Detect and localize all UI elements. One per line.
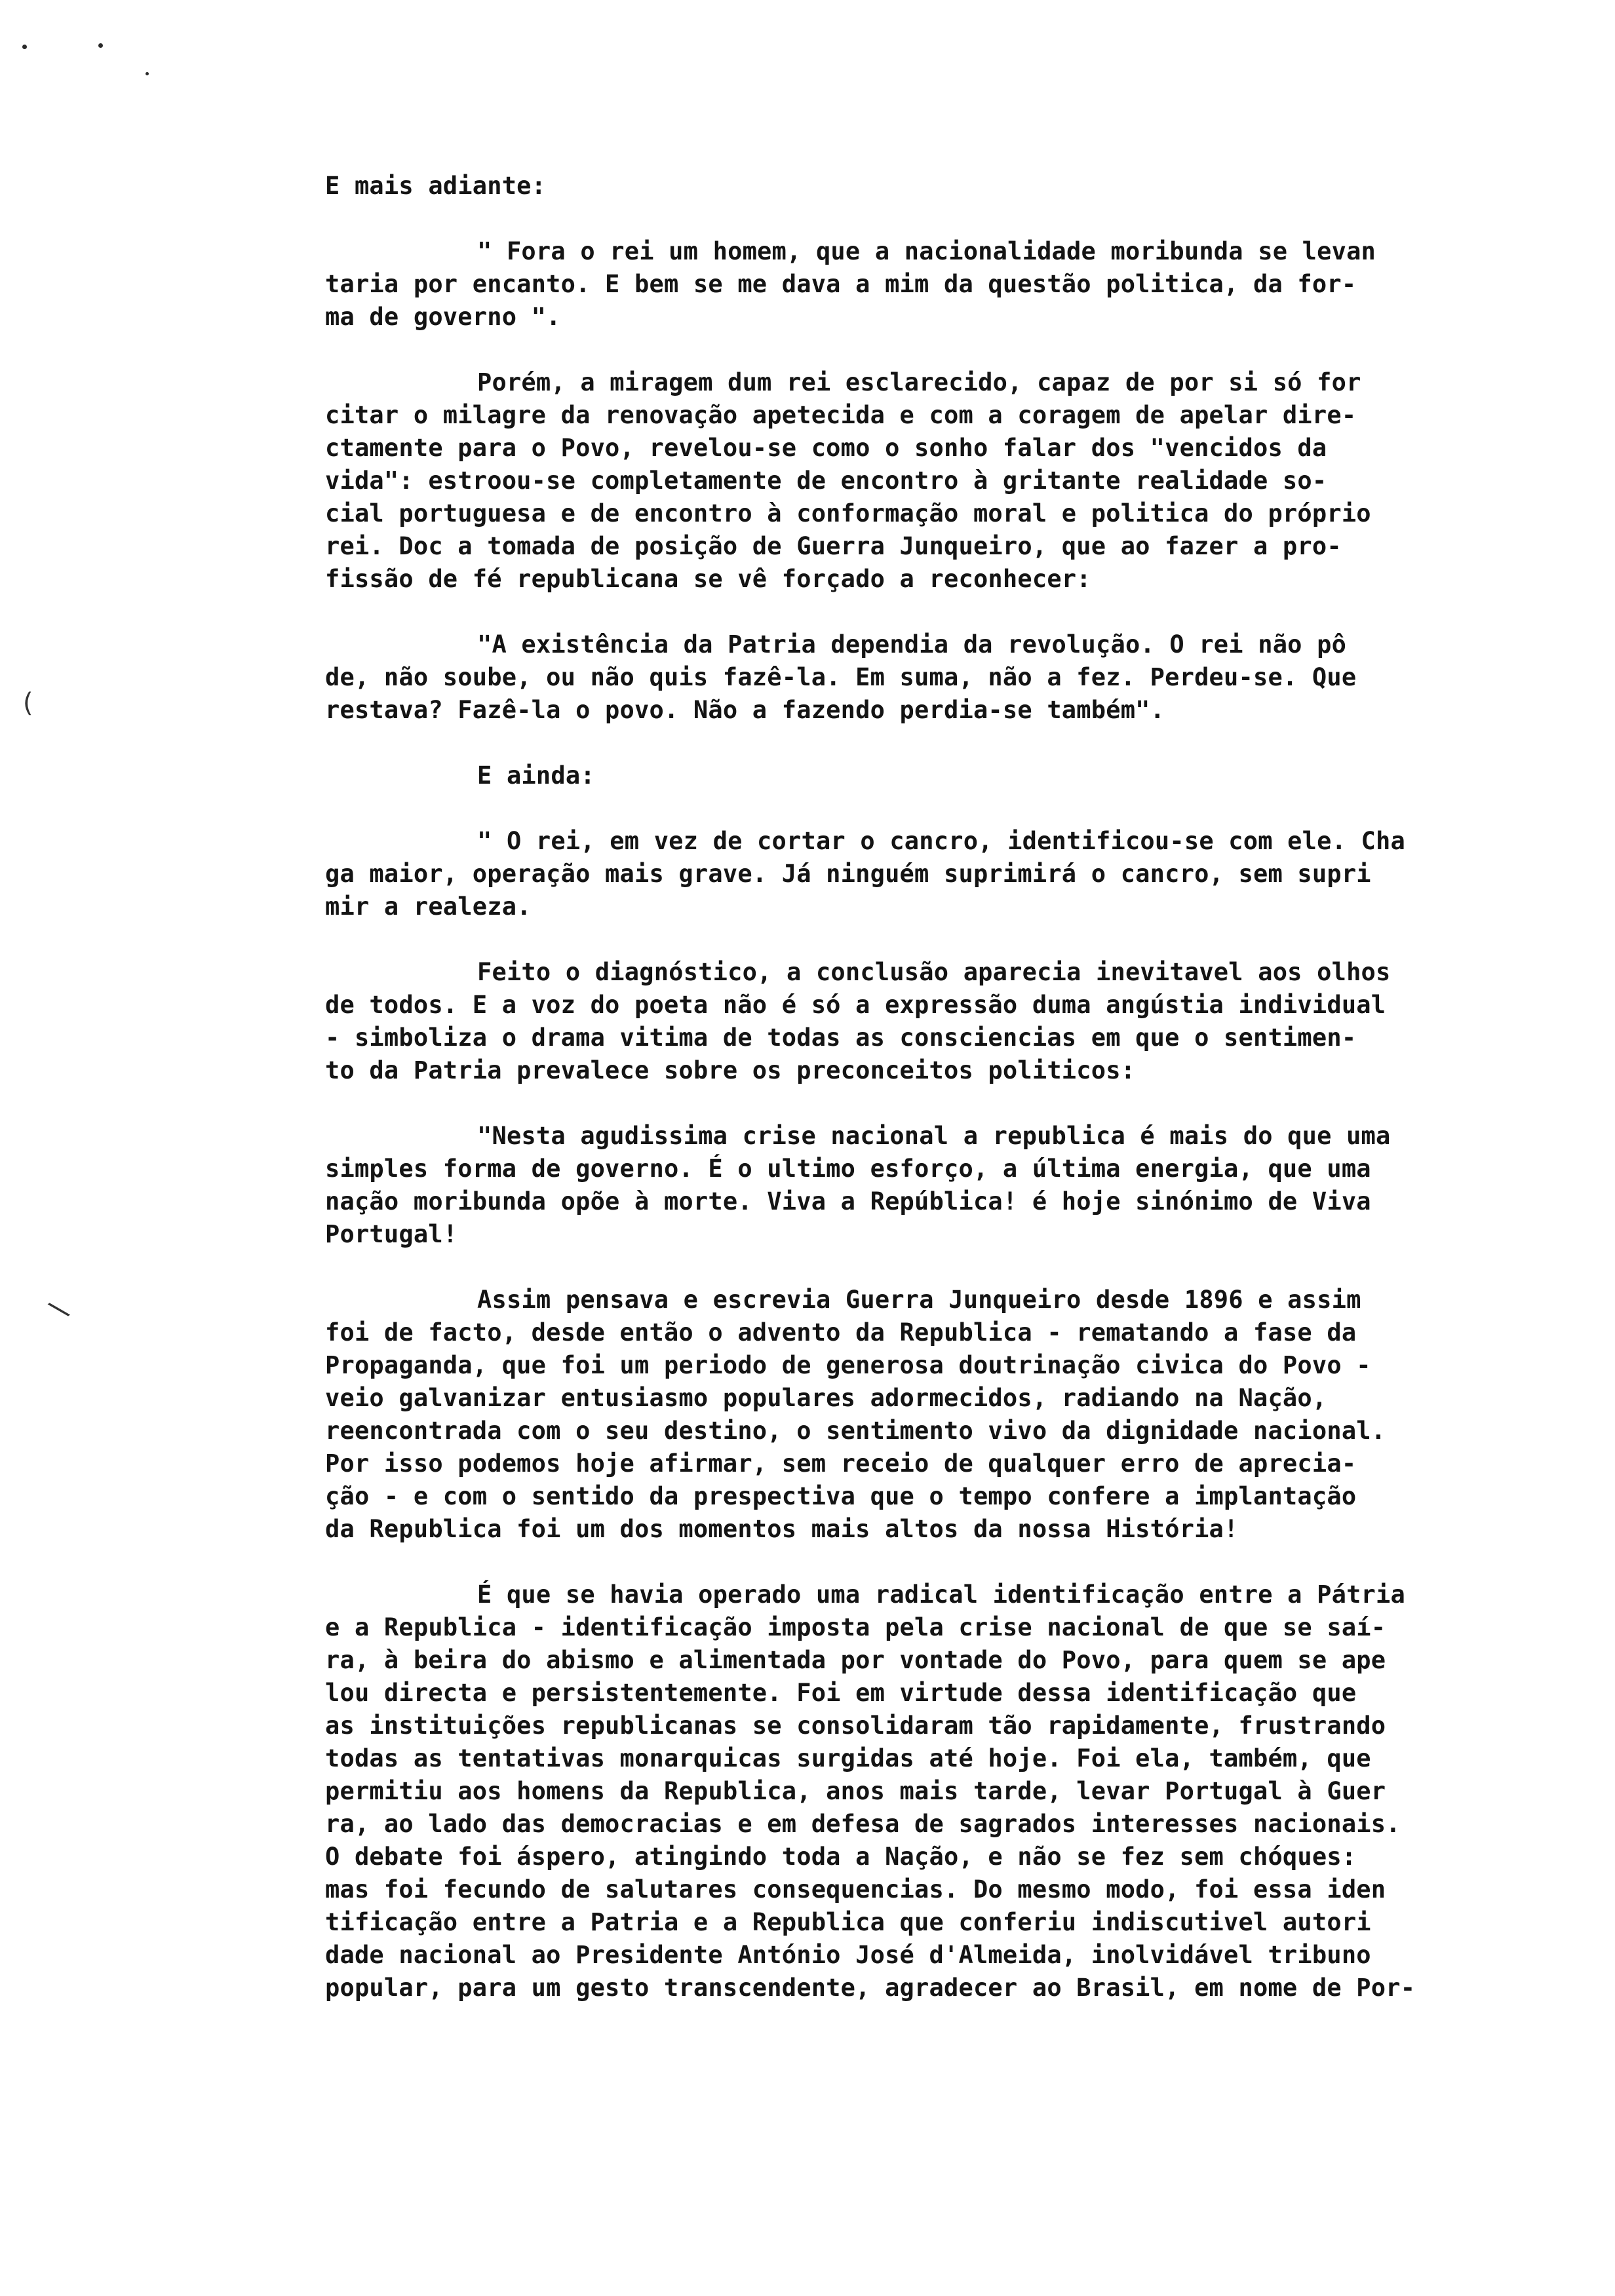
text-line: reencontrada com o seu destino, o sentimento vivo da dignidade nacional. [325,1417,1386,1445]
text-line: Portugal! [325,1220,458,1248]
text-line: Propaganda, que foi um periodo de generosa doutrinação civica do Povo - [325,1351,1371,1379]
text-line: citar o milagre da renovação apetecida e com a coragem de apelar dire- [325,401,1357,429]
text-line: ctamente para o Povo, revelou-se como o sonho falar dos "vencidos da [325,434,1327,462]
text-line: " Fora o rei um homem, que a nacionalidade moribunda se levan [477,237,1376,265]
text-line: vida": estroou-se completamente de encontro à gritante realidade so- [325,467,1327,495]
text-line: mir a realeza. [325,892,532,921]
text-line: rei. Doc a tomada de posição de Guerra Junqueiro, que ao fazer a pro- [325,532,1342,560]
text-line: - simboliza o drama vitima de todas as consciencias em que o sentimen- [325,1024,1357,1052]
text-line: ra, à beira do abismo e alimentada por vontade do Povo, para quem se ape [325,1646,1386,1674]
text-line: lou directa e persistentemente. Foi em virtude dessa identificação que [325,1679,1357,1707]
text-line: foi de facto, desde então o advento da Republica - rematando a fase da [325,1318,1357,1347]
text-line: simples forma de governo. É o ultimo esforço, a última energia, que uma [325,1155,1371,1183]
speck-mark [146,72,149,75]
text-line: fissão de fé republicana se vê forçado a reconhecer: [325,565,1091,593]
text-line: ra, ao lado das democracias e em defesa de sagrados interesses nacionais. [325,1810,1401,1838]
text-line: todas as tentativas monarquicas surgidas até hoje. Foi ela, também, que [325,1744,1371,1772]
text-line: taria por encanto. E bem se me dava a mim da questão politica, da for- [325,270,1357,298]
text-line: " O rei, em vez de cortar o cancro, identificou-se com ele. Cha [477,827,1405,855]
text-line: permitiu aos homens da Republica, anos mais tarde, levar Portugal à Guer [325,1777,1386,1805]
text-line: da Republica foi um dos momentos mais altos da nossa História! [325,1515,1239,1543]
text-line: tificação entre a Patria e a Republica que conferiu indiscutivel autori [325,1908,1371,1936]
text-line: Por isso podemos hoje afirmar, sem receio de qualquer erro de aprecia- [325,1449,1357,1478]
text-line: dade nacional ao Presidente António José d'Almeida, inolvidável tribuno [325,1941,1371,1969]
text-line: ção - e com o sentido da prespectiva que o tempo confere a implantação [325,1482,1357,1510]
text-line: O debate foi áspero, atingindo toda a Nação, e não se fez sem chóques: [325,1843,1357,1871]
margin-stroke-mark: \ [43,1292,75,1326]
text-line: de, não soube, ou não quis fazê-la. Em suma, não a fez. Perdeu-se. Que [325,663,1357,691]
text-line: ga maior, operação mais grave. Já ninguém suprimirá o cancro, sem supri [325,860,1371,888]
text-line: mas foi fecundo de salutares consequencias. Do mesmo modo, foi essa iden [325,1875,1386,1904]
text-line: as instituições republicanas se consolidaram tão rapidamente, frustrando [325,1712,1386,1740]
text-line: E mais adiante: [325,172,547,200]
text-line: É que se havia operado uma radical identificação entre a Pátria [477,1580,1405,1609]
text-line: restava? Fazê-la o povo. Não a fazendo perdia-se também". [325,696,1165,724]
text-line: to da Patria prevalece sobre os preconceitos politicos: [325,1056,1136,1084]
speck-mark [98,43,103,48]
speck-mark [22,45,27,49]
text-line: E ainda: [477,761,595,790]
text-line: e a Republica - identificação imposta pela crise nacional de que se saí- [325,1613,1386,1641]
text-line: veio galvanizar entusiasmo populares adormecidos, radiando na Nação, [325,1384,1327,1412]
text-line: popular, para um gesto transcendente, agradecer ao Brasil, em nome de Por- [325,1974,1416,2002]
text-line: de todos. E a voz do poeta não é só a expressão duma angústia individual [325,991,1386,1019]
text-line: "Nesta agudissima crise nacional a republica é mais do que uma [477,1122,1391,1150]
text-line: "A existência da Patria dependia da revolução. O rei não pô [477,630,1347,659]
text-line: nação moribunda opõe à morte. Viva a República! é hoje sinónimo de Viva [325,1187,1371,1215]
text-line: Assim pensava e escrevia Guerra Junqueiro desde 1896 e assim [477,1286,1361,1314]
text-line: ma de governo ". [325,303,561,331]
text-line: Porém, a miragem dum rei esclarecido, capaz de por si só for [477,368,1361,396]
margin-bracket-mark: ( [20,688,36,718]
text-line: cial portuguesa e de encontro à conformação moral e politica do próprio [325,499,1371,527]
text-line: Feito o diagnóstico, a conclusão aparecia inevitavel aos olhos [477,958,1391,986]
